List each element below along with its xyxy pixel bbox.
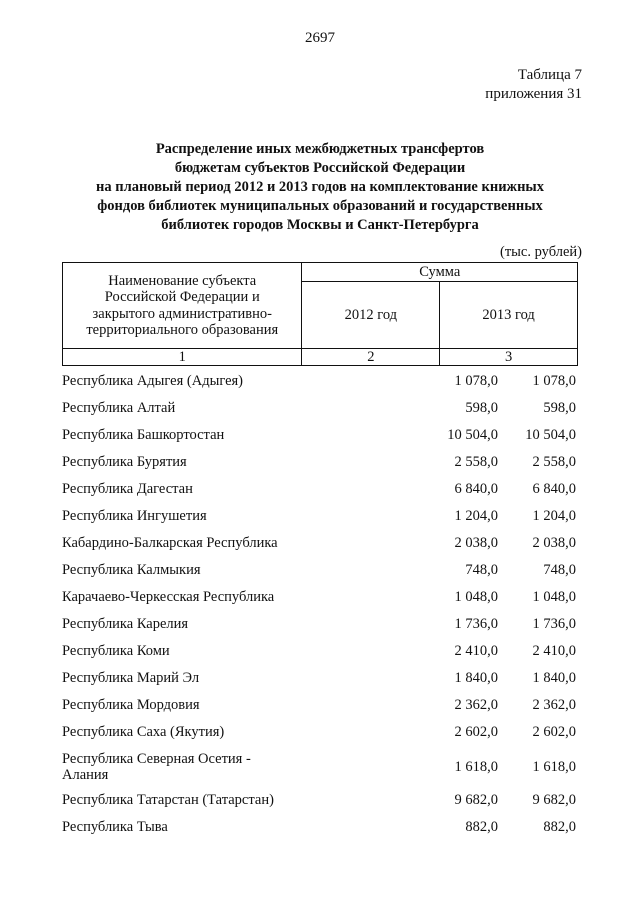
amount-2012: 748,0 (465, 562, 498, 578)
table-ref-line: приложения 31 (485, 86, 582, 102)
amount-2012: 1 078,0 (454, 373, 498, 389)
table-row (62, 695, 580, 722)
region-name: Республика Мордовия (62, 697, 200, 713)
amount-2012: 1 736,0 (454, 616, 498, 632)
table-row (62, 817, 580, 844)
table-row (62, 452, 580, 479)
region-name: Республика Адыгея (Адыгея) (62, 373, 244, 389)
header-year-2013: 2013 год (440, 282, 578, 349)
amount-2012: 9 682,0 (454, 792, 498, 808)
amount-2013: 1 840,0 (532, 670, 576, 686)
table-ref-line: Таблица 7 (517, 67, 582, 83)
table-row (62, 479, 580, 506)
table-row (62, 614, 580, 641)
region-name-line: Алания (62, 767, 109, 783)
table-row (62, 425, 580, 452)
amount-2012: 10 504,0 (447, 427, 498, 443)
amount-2012: 598,0 (465, 400, 498, 416)
amount-2013: 2 558,0 (532, 454, 576, 470)
region-name: Республика Ингушетия (62, 508, 207, 524)
amount-2013: 6 840,0 (532, 481, 576, 497)
column-number-3: 3 (440, 349, 578, 366)
title-line: на плановый период 2012 и 2013 годов на комплектование книжных (95, 179, 544, 195)
region-name: Кабардино-Балкарская Республика (62, 535, 278, 551)
table-reference (485, 66, 582, 104)
table-body (62, 371, 580, 844)
document-title (0, 140, 640, 235)
header-name-line: Наименование субъекта (108, 272, 257, 289)
amount-2013: 9 682,0 (532, 792, 576, 808)
region-name: Республика Дагестан (62, 481, 193, 497)
amount-2012: 2 602,0 (454, 724, 498, 740)
amount-2012: 2 410,0 (454, 643, 498, 659)
region-name-line: Республика Северная Осетия - (62, 751, 251, 767)
amount-2013: 882,0 (543, 819, 576, 835)
amount-2012: 2 558,0 (454, 454, 498, 470)
units-label: (тыс. рублей) (500, 244, 582, 260)
header-name-line: территориального образования (86, 322, 279, 338)
column-number-1: 1 (63, 349, 302, 366)
amount-2012: 1 048,0 (454, 589, 498, 605)
region-name: Республика Алтай (62, 400, 176, 416)
amount-2012: 6 840,0 (454, 481, 498, 497)
region-name: Республика Саха (Якутия) (62, 724, 225, 740)
region-name: Республика Карелия (62, 616, 189, 632)
table-row (62, 398, 580, 425)
amount-2013: 1 048,0 (532, 589, 576, 605)
region-name: Республика Бурятия (62, 454, 187, 470)
header-name-column (63, 263, 302, 349)
header-name-line: закрытого административно- (92, 305, 272, 322)
table-row (62, 371, 580, 398)
amount-2013: 1 078,0 (532, 373, 576, 389)
amount-2012: 1 840,0 (454, 670, 498, 686)
column-number-2: 2 (302, 349, 440, 366)
amount-2013: 1 204,0 (532, 508, 576, 524)
amount-2012: 1 204,0 (454, 508, 498, 524)
header-year-2012: 2012 год (302, 282, 440, 349)
region-name: Карачаево-Черкесская Республика (62, 589, 275, 605)
amount-2013: 10 504,0 (525, 427, 576, 443)
title-line: библиотек городов Москвы и Санкт-Петербурга (161, 217, 479, 233)
amount-2012: 2 362,0 (454, 697, 498, 713)
region-name: Республика Марий Эл (62, 670, 200, 686)
header-sum: Сумма (302, 263, 578, 282)
table-row (62, 641, 580, 668)
title-line: Распределение иных межбюджетных трансфертов (155, 141, 485, 157)
amount-2013: 748,0 (543, 562, 576, 578)
amount-2013: 1 618,0 (532, 759, 576, 775)
page-number: 2697 (305, 30, 335, 46)
table-row (62, 587, 580, 614)
amount-2012: 2 038,0 (454, 535, 498, 551)
region-name: Республика Татарстан (Татарстан) (62, 792, 274, 808)
title-line: фондов библиотек муниципальных образований и государственных (97, 198, 543, 214)
amount-2013: 2 602,0 (532, 724, 576, 740)
table-row (62, 506, 580, 533)
title-line: бюджетам субъектов Российской Федерации (174, 160, 466, 176)
amount-2012: 882,0 (465, 819, 498, 835)
region-name: Республика Башкортостан (62, 427, 225, 443)
header-name-line: Российской Федерации и (104, 289, 260, 305)
amount-2013: 2 038,0 (532, 535, 576, 551)
table-row (62, 722, 580, 749)
table-row (62, 533, 580, 560)
amount-2013: 598,0 (543, 400, 576, 416)
table-row (62, 749, 580, 790)
table-row (62, 560, 580, 587)
amount-2013: 1 736,0 (532, 616, 576, 632)
region-name (62, 751, 292, 783)
region-name: Республика Тыва (62, 819, 168, 835)
amount-2012: 1 618,0 (454, 759, 498, 775)
region-name: Республика Калмыкия (62, 562, 201, 578)
region-name: Республика Коми (62, 643, 170, 659)
table-header (62, 262, 578, 366)
amount-2013: 2 362,0 (532, 697, 576, 713)
table-row (62, 668, 580, 695)
amount-2013: 2 410,0 (532, 643, 576, 659)
table-row (62, 790, 580, 817)
